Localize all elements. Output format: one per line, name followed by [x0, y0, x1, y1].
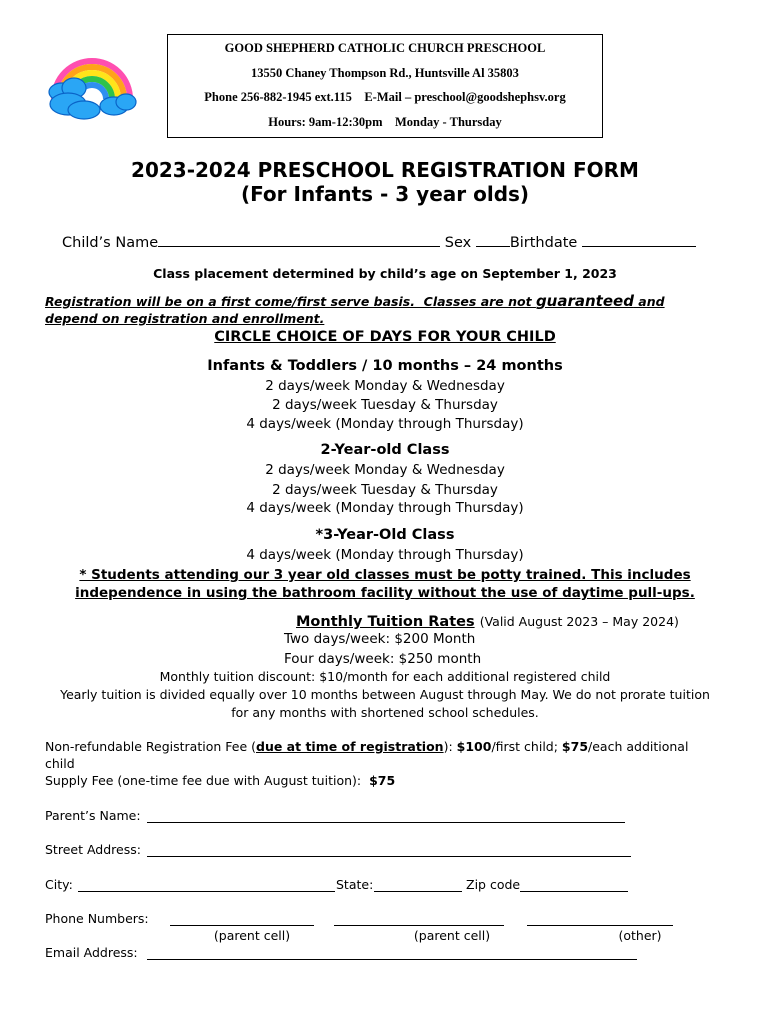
tuition-heading: Monthly Tuition Rates: [296, 614, 475, 630]
phone-numbers-label: Phone Numbers:: [45, 911, 149, 926]
tuition-yearly-line1: Yearly tuition is divided equally over 10 months between August through May. We do not prorate tuition: [60, 687, 710, 702]
zip-label: Zip code: [466, 877, 521, 892]
potty-note-line2: independence in using the bathroom facility without the use of daytime pull-ups.: [75, 585, 695, 601]
header-box: [167, 34, 603, 138]
registration-fee: Non-refundable Registration Fee (due at time of registration): $100/first child; $75/each additional: [45, 739, 689, 754]
supply-fee: Supply Fee (one-time fee due with August tuition): $75: [45, 773, 396, 788]
parent-name-field[interactable]: [147, 822, 625, 823]
tuition-valid: (Valid August 2023 – May 2024): [479, 614, 679, 629]
phone-caption-3: (other): [618, 928, 662, 943]
church-contact: Phone 256-882-1945 ext.115 E-Mail – preschool@goodshephsv.org: [204, 90, 566, 104]
class-option[interactable]: 4 days/week (Monday through Thursday): [246, 416, 524, 432]
class-name-3yr: *3-Year-Old Class: [315, 527, 455, 543]
circle-choice-heading: CIRCLE CHOICE OF DAYS FOR YOUR CHILD: [214, 329, 556, 345]
street-address-label: Street Address:: [45, 842, 141, 857]
class-option[interactable]: 2 days/week Tuesday & Thursday: [272, 482, 498, 498]
class-option[interactable]: 4 days/week (Monday through Thursday): [246, 547, 524, 563]
tuition-yearly-line2: for any months with shortened school schedules.: [231, 705, 539, 720]
child-name-field[interactable]: [158, 232, 440, 247]
tuition-four-days: Four days/week: $250 month: [284, 651, 482, 667]
registration-note-line1: Registration will be on a first come/first serve basis. Classes are not guaranteed and: [45, 292, 665, 310]
city-label: City:: [45, 877, 73, 892]
rainbow-logo: [44, 44, 139, 124]
child-name-label: Child’s Name: [62, 235, 159, 251]
phone-field-2[interactable]: [334, 925, 504, 926]
parent-name-label: Parent’s Name:: [45, 808, 141, 823]
city-field[interactable]: [78, 891, 335, 892]
placement-note: Class placement determined by child’s age on September 1, 2023: [153, 266, 617, 281]
zip-field[interactable]: [520, 891, 628, 892]
potty-note-line1: * Students attending our 3 year old classes must be potty trained. This includes: [79, 567, 691, 583]
class-option[interactable]: 2 days/week Monday & Wednesday: [265, 462, 505, 478]
phone-field-1[interactable]: [170, 925, 314, 926]
class-name-infants: Infants & Toddlers / 10 months – 24 months: [207, 358, 563, 374]
phone-field-3[interactable]: [527, 925, 673, 926]
tuition-heading-row: [296, 611, 679, 630]
form-subtitle: (For Infants - 3 year olds): [240, 182, 530, 206]
email-field[interactable]: [147, 959, 637, 960]
class-option[interactable]: 4 days/week (Monday through Thursday): [246, 500, 524, 516]
class-option[interactable]: 2 days/week Monday & Wednesday: [265, 378, 505, 394]
registration-note-line2: depend on registration and enrollment.: [45, 311, 325, 326]
tuition-two-days: Two days/week: $200 Month: [284, 631, 476, 647]
state-label: State:: [336, 877, 374, 892]
email-label: Email Address:: [45, 945, 138, 960]
church-hours: Hours: 9am-12:30pm Monday - Thursday: [268, 115, 502, 129]
class-name-2yr: 2-Year-old Class: [320, 442, 450, 458]
sex-field[interactable]: [476, 232, 510, 247]
registration-fee-wrap: child: [45, 756, 75, 771]
sex-label: Sex: [444, 235, 472, 251]
child-info-row: [62, 232, 696, 251]
birthdate-label: Birthdate: [509, 235, 578, 251]
phone-caption-2: (parent cell): [413, 928, 491, 943]
class-option[interactable]: 2 days/week Tuesday & Thursday: [272, 397, 498, 413]
form-title: 2023-2024 PRESCHOOL REGISTRATION FORM: [131, 158, 639, 182]
state-field[interactable]: [374, 891, 462, 892]
phone-caption-1: (parent cell): [213, 928, 291, 943]
church-address: 13550 Chaney Thompson Rd., Huntsville Al 35803: [251, 66, 519, 80]
tuition-discount: Monthly tuition discount: $10/month for each additional registered child: [159, 669, 611, 684]
birthdate-field[interactable]: [582, 232, 696, 247]
church-name: GOOD SHEPHERD CATHOLIC CHURCH PRESCHOOL: [224, 41, 546, 55]
street-address-field[interactable]: [147, 856, 631, 857]
